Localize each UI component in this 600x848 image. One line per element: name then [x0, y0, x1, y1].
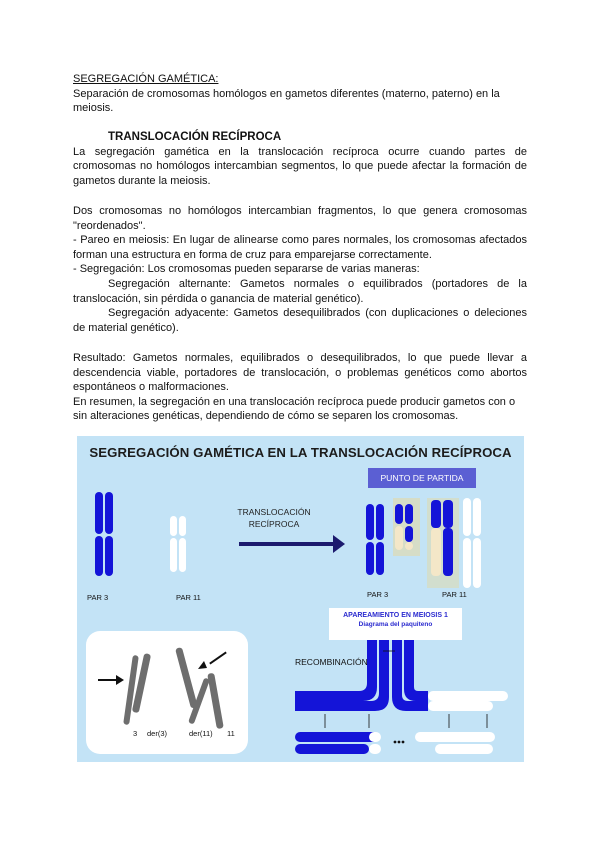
karyotype-photo: [86, 631, 248, 754]
par11-label-right: PAR 11: [442, 590, 467, 599]
meiosis-title: APAREAMIENTO EN MEIOSIS 1: [343, 612, 448, 619]
section-title: SEGREGACIÓN GAMÉTICA:: [73, 73, 219, 85]
translocation-label: [231, 506, 317, 530]
meiosis-subtitle: Diagrama del paquiteno: [358, 621, 433, 628]
figure-title: SEGREGACIÓN GAMÉTICA EN LA TRANSLOCACIÓN RECÍPROCA: [89, 445, 512, 460]
par3-pair-right: [366, 498, 420, 575]
intro-paragraph: La segregación gamética en la translocación recíproca ocurre cuando partes de cromosomas no homólogos intercambian segmentos, lo que puede afectar la formación de gametos durante la meiosis.: [73, 145, 527, 187]
translocation-arrow: [239, 535, 345, 553]
pairing-paragraph: - Pareo en meiosis: En lugar de alinearse como pares normales, los cromosomas afectados forman una estructura en forma de cruz para emparejarse correctamente.: [73, 234, 527, 261]
starting-point-badge: PUNTO DE PARTIDA: [368, 468, 476, 488]
section-definition: [73, 72, 527, 116]
par11-label-left: PAR 11: [176, 593, 201, 602]
karyotype-label-der11: der(11): [189, 729, 213, 738]
karyotype-label-der3: der(3): [147, 729, 168, 738]
alternate-paragraph: Segregación alternante: Gametos normales o equilibrados (portadores de la translocación, sin pérdida o ganancia de material genético).: [73, 277, 527, 305]
exchange-paragraph: Dos cromosomas no homólogos intercambian fragmentos, lo que genera cromosomas "reordenados".: [73, 205, 527, 232]
section-translocation: [73, 130, 527, 188]
translocation-heading: TRANSLOCACIÓN RECÍPROCA: [108, 131, 282, 143]
meiosis-caption: [329, 608, 462, 640]
section-details: [73, 204, 527, 335]
adjacent-paragraph: Segregación adyacente: Gametos desequilibrados (con duplicaciones o deleciones de material genético).: [73, 307, 527, 334]
par11-pair-right: [427, 498, 481, 588]
par3-label-right: PAR 3: [367, 590, 389, 599]
definition-text: Separación de cromosomas homólogos en gametos diferentes (materno, paterno) en la meiosis.: [73, 87, 500, 115]
section-result: [73, 351, 527, 424]
karyotype-label-3: 3: [133, 729, 138, 738]
recombination-label: RECOMBINACIÓN: [295, 657, 368, 667]
summary-paragraph: En resumen, la segregación en una translocación recíproca puede producir gametos con o sin alteraciones genéticas, dependiendo de cómo se separen los cromosomas.: [73, 395, 516, 423]
par3-label-left: PAR 3: [87, 593, 109, 602]
translocation-figure: [77, 436, 524, 762]
translocation-label-line1: TRANSLOCACIÓN: [237, 507, 311, 517]
segregation-paragraph: - Segregación: Los cromosomas pueden separarse de varias maneras:: [73, 263, 420, 276]
karyotype-label-11: 11: [227, 729, 235, 738]
result-paragraph: Resultado: Gametos normales, equilibrados o desequilibrados, lo que puede llevar a descendencia viable, portadores de translocación, o problemas genéticos como abortos espontáneos o malformaciones.: [73, 352, 527, 394]
par3-pair-left: [95, 492, 113, 576]
par11-pair-left: [170, 516, 186, 572]
translocation-label-line2: RECÍPROCA: [248, 519, 300, 529]
